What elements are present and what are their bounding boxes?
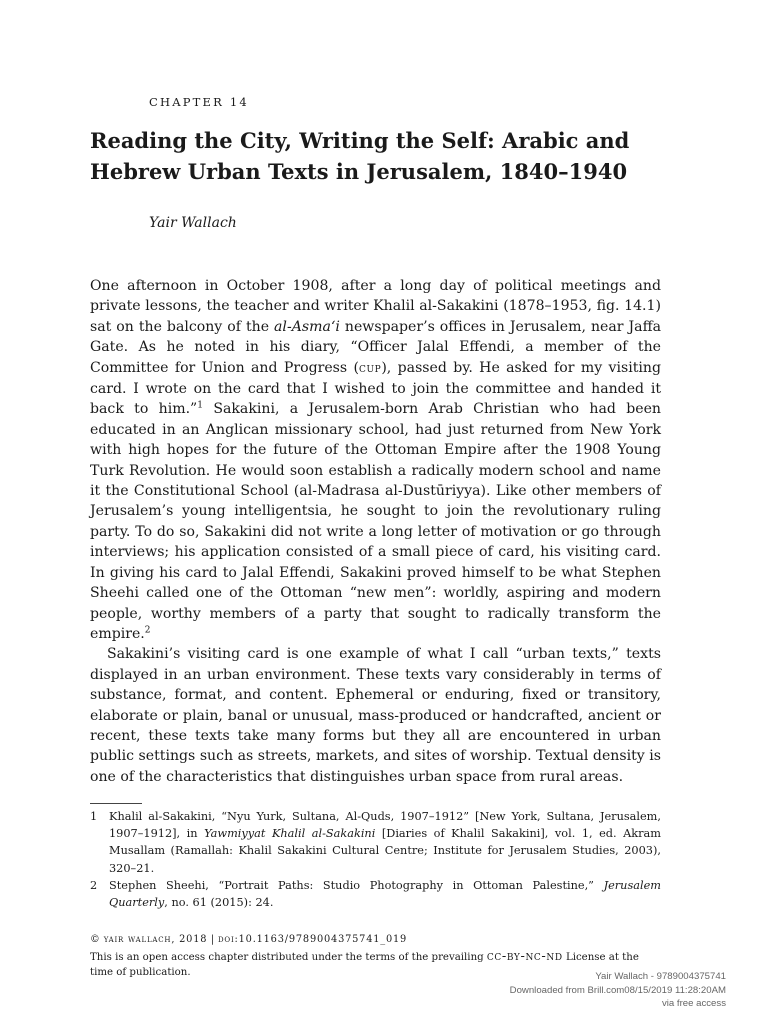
watermark-line-1: Yair Wallach - 9789004375741	[595, 971, 726, 982]
watermark-line-3: via free access	[662, 998, 726, 1009]
author-name: Yair Wallach	[149, 215, 237, 231]
chapter-title-line-1: Reading the City, Writing the Self: Arabic and	[90, 128, 630, 153]
footnote-number: 2	[90, 878, 98, 892]
license-code: cc-by-nc-nd	[486, 949, 563, 964]
footnotes	[90, 808, 661, 911]
p1-text-4: Sakakini, a Jerusalem-born Arab Christian who had been educated in an Anglican missionary school, had just returned from New York with high hopes for the future of the Ottoman Empire after the 1908 Young Turk Revolution. He would soon establish a radically modern school and name it the Constitutional School (al-Madrasa al-Dustūriyya). Like other members of Jerusalem’s young intelligentsia, he sought to join the revolutionary ruling party. To do so, Sakakini did not write a long letter of motivation or go through interviews; his application consisted of a small piece of card, his visiting card. In giving his card to Jalal Effendi, Sakakini proved himself to be what Stephen Sheehi called one of the Ottoman “new men”: worldly, aspiring and modern people, worthy members of a party that sought to radically transform the empire.	[90, 401, 662, 642]
footnote-text: , no. 61 (2015): 24.	[164, 896, 274, 910]
p1-text-3: ), passed by. He asked for my visiting card. I wrote on the card that I wished to join the committee and handed it back to him.”	[90, 359, 661, 418]
body-text	[90, 276, 661, 787]
footnote-text: Khalil al-Sakakini, “Nyu Yurk, Sultana, Al-Quds, 1907–1912” [New York, Sultana, Jerusalem, 1907–1912], in	[109, 810, 661, 841]
footnote-ref-2[interactable]: 2	[144, 625, 151, 636]
license-text: This is an open access chapter distributed under the terms of the prevailing	[90, 952, 487, 963]
copyright-separator: |	[210, 934, 215, 945]
footnote-title-italic: Jerusalem Quarterly	[109, 878, 661, 910]
p1-text-1: One afternoon in October 1908, after a long day of political meetings and private lessons, the teacher and writer Khalil al-Sakakini (1878–1953, fig. 14.1) sat on the balcony of the	[90, 278, 661, 335]
paragraph-2: Sakakini’s visiting card is one example of what I call “urban texts,” texts displayed in an urban environment. These texts vary considerably in terms of substance, format, and content. Ephemeral or enduring, fixed or transitory, elaborate or plain, banal or unusual, mass-produced or handcrafted, ancient or recent, these texts take many forms but they all are encountered in urban public settings such as streets, markets, and sites of worship. Textual density is one of the characteristics that distinguishes urban space from rural areas.	[90, 646, 661, 785]
chapter-title	[90, 125, 690, 187]
copyright-icon: ©	[90, 934, 101, 945]
watermark-line-2: Downloaded from Brill.com08/15/2019 11:28:20AM	[509, 984, 726, 996]
footnote-text: Stephen Sheehi, “Portrait Paths: Studio Photography in Ottoman Palestine,”	[109, 878, 604, 892]
download-watermark	[510, 970, 726, 1011]
chapter-title-line-2: Hebrew Urban Texts in Jerusalem, 1840–1940	[90, 159, 628, 184]
chapter-label: CHAPTER 14	[149, 95, 249, 109]
cup-abbreviation: cup	[358, 360, 382, 376]
license-text: License at the time of publication.	[90, 952, 639, 978]
footnote-2	[90, 877, 661, 911]
p1-text-2: newspaper’s offices in Jerusalem, near Jaffa Gate. As he noted in his diary, “Officer Jalal Effendi, a member of the Committee for Union and Progress (	[90, 318, 661, 376]
copyright-author: yair wallach, 2018	[103, 934, 208, 945]
footnote-ref-1[interactable]: 1	[197, 400, 204, 411]
footnote-1	[90, 808, 661, 877]
newspaper-name: al-Asma‘i	[274, 318, 340, 335]
footnote-number: 1	[90, 810, 98, 823]
copyright-line	[90, 934, 407, 945]
footnote-title-italic: Yawmiyyat Khalil al-Sakakini	[204, 827, 376, 841]
doi-link[interactable]: doi:10.1163/9789004375741_019	[218, 934, 408, 945]
footnote-text: [Diaries of Khalil Sakakini], vol. 1, ed. Akram Musallam (Ramallah: Khalil Sakakini Cultural Centre; Institute for Jerusalem Studies, 2003), 320–21.	[109, 827, 661, 875]
paragraph-1	[90, 276, 661, 644]
footnote-divider	[90, 803, 142, 804]
